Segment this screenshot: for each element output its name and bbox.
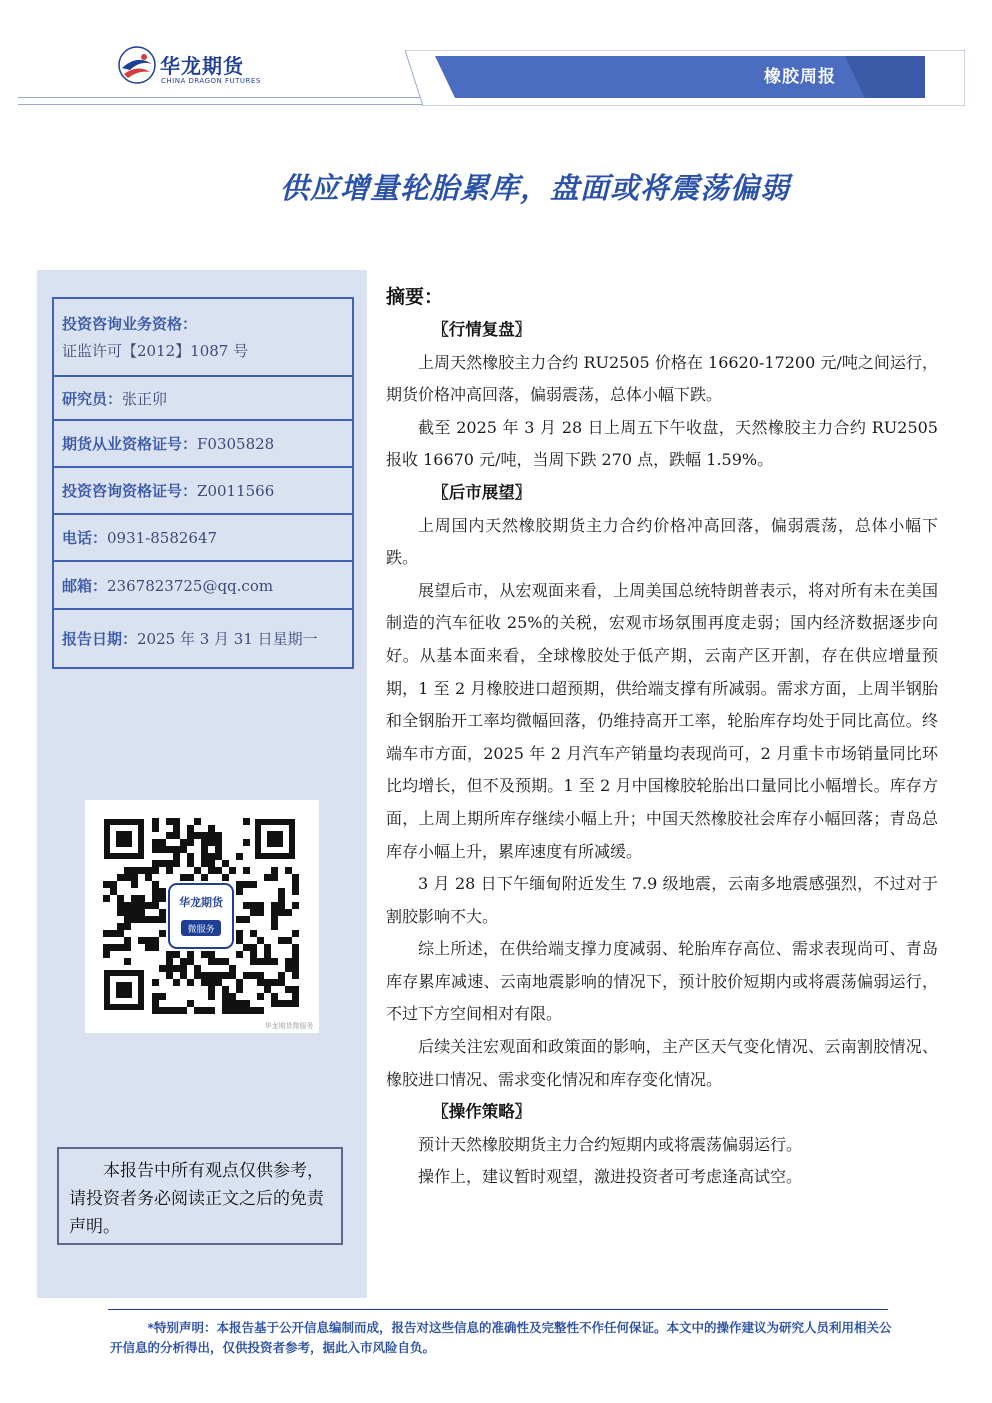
outlook-paragraph-5: 后续关注宏观面和政策面的影响，主产区天气变化情况、云南割胶情况、橡胶进口情况、需求变化情况和库存变化情况。 [386,1037,938,1089]
email-value: 2367823725@qq.com [107,576,274,595]
report-type-label: 橡胶周报 [764,67,836,87]
report-date-row [54,610,352,667]
special-disclaimer: *特别声明：本报告基于公开信息编制而成，报告对这些信息的准确性及完整性不作任何保证。本文中的操作建议为研究人员利用相关公开信息的分析得出，仅供投资者参考，据此入市风险自负。 [110,1320,892,1355]
futures-cert-label: 期货从业资格证号： [62,435,198,453]
futures-cert-value: F0305828 [197,435,275,453]
outlook-paragraph-4: 综上所述，在供给端支撑力度减弱、轮胎库存高位、需求表现尚可、青岛库存累库减速、云南地震影响的情况下，预计胶价短期内或将震荡偏弱运行，不过下方空间相对有限。 [386,939,938,1024]
strategy-title: 〖操作策略〗 [432,1102,532,1122]
report-type-banner [405,50,965,106]
qualification-value: 证监许可【2012】1087 号 [62,342,249,360]
qr-caption: 华龙期货微服务 [264,1022,314,1030]
notice-text: 本报告中所有观点仅供参考，请投资者务必阅读正文之后的免责声明。 [69,1161,324,1237]
email-row [54,562,352,610]
report-date-value: 2025 年 3 月 31 日星期一 [137,630,318,648]
strategy-paragraph-1: 预计天然橡胶期货主力合约短期内或将震荡偏弱运行。 [418,1134,803,1154]
qualification-label: 投资咨询业务资格： [62,315,198,333]
logo-english-name: CHINA DRAGON FUTURES [161,77,261,85]
analyst-info-table [52,297,354,669]
researcher-value: 张正卯 [122,389,168,408]
phone-label: 电话： [62,529,108,547]
document-title: 供应增量轮胎累库，盘面或将震荡偏弱 [280,171,791,205]
phone-row [54,515,352,562]
email-label: 邮箱： [62,576,108,595]
outlook-paragraph-3: 3 月 28 日下午缅甸附近发生 7.9 级地震，云南多地震感强烈，不过对于割胶影响不大。 [386,874,938,926]
phone-value: 0931-8582647 [107,529,218,547]
footer-rule [108,1309,888,1310]
researcher-label: 研究员： [62,389,123,408]
market-review-paragraph-1: 上周天然橡胶主力合约 RU2505 价格在 16620-17200 元/吨之间运行，期货价格冲高回落，偏弱震荡，总体小幅下跌。 [386,352,938,405]
summary-heading: 摘要： [386,286,444,308]
outlook-paragraph-2: 展望后市，从宏观面来看，上周美国总统特朗普表示，将对所有未在美国制造的汽车征收 25%的关税，宏观市场氛围再度走弱；国内经济数据逐步向好。从基本面来看，全球橡胶处于低产期，云南产区开割，存在供应增量预期，1 至 2 月橡胶进口超预期，供给端支撑有所减弱。需求方面，上周半钢胎和全钢胎开工率均微幅回落，仍维持高开工率，轮胎库存均处于同比高位。终端车市方面，2025 年 2 月汽车产销量均表现尚可，2 月重卡市场销量同比环比均增长，但不及预期。1 至 2 月中国橡胶轮胎出口量同比小幅增长。库存方面，上周上期所库存继续小幅上升；中国天然橡胶社会库存小幅回落；青岛总库存小幅上升，累库速度有所减缓。 [386,580,938,861]
wechat-qr-code [85,800,319,1033]
qr-code-icon [85,800,319,1033]
consult-cert-value: Z0011566 [197,482,275,500]
strategy-paragraph-2: 操作上，建议暂时观望，激进投资者可考虑逢高试空。 [418,1167,803,1187]
consult-cert-row [54,468,352,515]
summary-body [386,314,938,1194]
market-review-paragraph-2: 截至 2025 年 3 月 28 日上周五下午收盘，天然橡胶主力合约 RU2505 报收 16670 元/吨，当周下跌 270 点，跌幅 1.59%。 [386,417,938,470]
disclaimer-notice-box [57,1147,343,1245]
header-rule [18,97,438,105]
qr-center-top-label: 华龙期货 [179,896,223,909]
qualification-row [54,299,352,377]
futures-cert-row [54,421,352,468]
researcher-row [54,377,352,421]
logo-chinese-name: 华龙期货 [160,54,244,78]
consult-cert-label: 投资咨询资格证号： [62,482,198,500]
company-logo [118,46,288,96]
report-date-label: 报告日期： [62,630,138,648]
outlook-paragraph-1: 上周国内天然橡胶期货主力合约价格冲高回落，偏弱震荡，总体小幅下跌。 [386,515,938,568]
qr-center-bottom-label: 微服务 [187,925,215,935]
market-review-title: 〖行情复盘〗 [432,320,532,339]
outlook-title: 〖后市展望〗 [432,482,532,502]
dragon-logo-icon [118,46,156,84]
